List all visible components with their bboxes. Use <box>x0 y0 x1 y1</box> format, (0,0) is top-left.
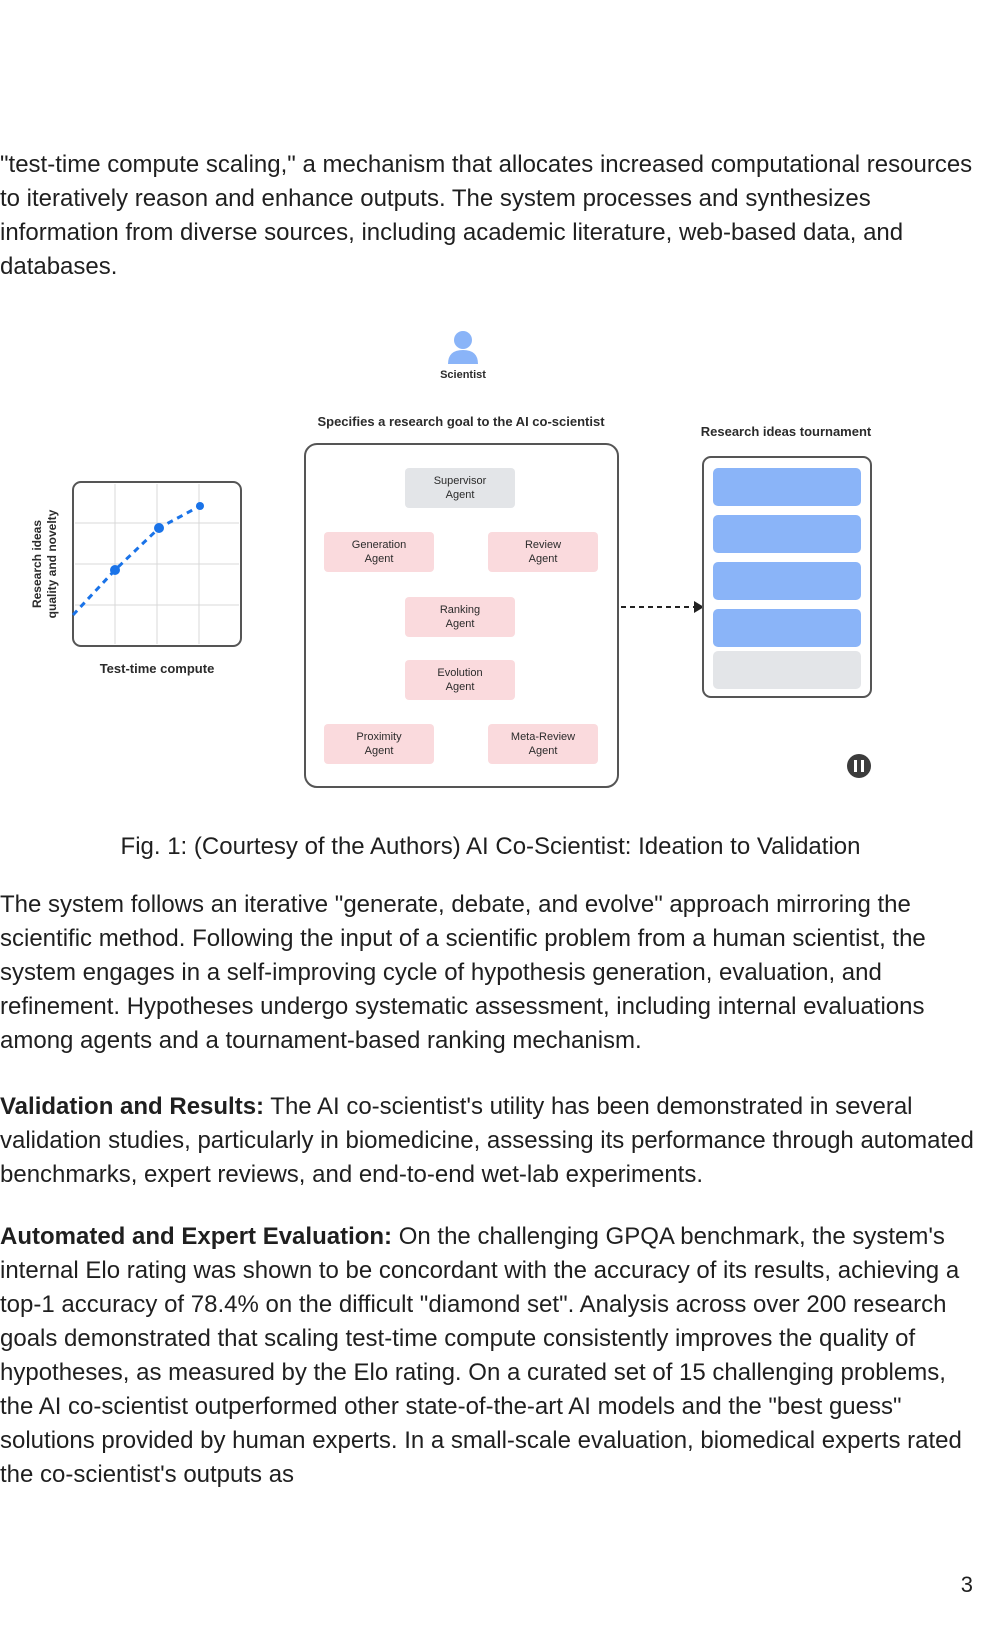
svg-text:Review: Review <box>524 539 562 551</box>
method-paragraph: The system follows an iterative "generate, debate, and evolve" approach mirroring the scientific method. Following the input of a scientific problem from a human scientist, the system engages in a self-improving cycle of hypothesis generation, evaluation, and refinement. Hypotheses undergo systematic assessment, including internal evaluations among agents and a tournament-based ranking mechanism. <box>0 891 926 1054</box>
chart-y-label: Research ideas <box>30 519 44 609</box>
svg-text:Generation: Generation <box>351 539 407 551</box>
scaling-point <box>110 565 120 575</box>
tournament-idea-bar <box>713 562 861 600</box>
scientist-label: Scientist <box>440 369 486 381</box>
chart-y-label: quality and novelty <box>45 509 59 619</box>
scaling-point <box>154 523 164 533</box>
supervisor-agent <box>405 468 515 508</box>
dashed-arrow-icon <box>621 601 704 613</box>
validation-heading: Validation and Results: <box>0 1093 265 1120</box>
compute-scaling-chart <box>30 482 241 676</box>
svg-text:Proximity: Proximity <box>356 731 402 743</box>
evaluation-heading: Automated and Expert Evaluation: <box>0 1223 393 1250</box>
svg-text:Evolution: Evolution <box>437 667 483 679</box>
review-agent <box>488 532 598 572</box>
intro-paragraph: "test-time compute scaling," a mechanism that allocates increased computational resources to iteratively reason and enhance outputs. The system processes and synthesizes information from diverse sources, including academic literature, web-based data, and databases. <box>0 151 973 280</box>
meta-review-agent <box>488 724 598 764</box>
ranking-agent <box>405 597 515 637</box>
evaluation-text: On the challenging GPQA benchmark, the system's internal Elo rating was shown to be concordant with the accuracy of its results, achieving a top-1 accuracy of 78.4% on the difficult "diamond set". Analysis across over 200 research goals demonstrated that scaling test-time compute consistently improves the quality of hypotheses, as measured by the Elo rating. On a curated set of 15 challenging problems, the AI co-scientist outperformed other state-of-the-art AI models and the "best guess" solutions provided by human experts. In a small-scale evaluation, biomedical experts rated the co-scientist's outputs as <box>0 1223 962 1488</box>
chart-x-label: Test-time compute <box>99 661 215 676</box>
validation-text: The AI co-scientist's utility has been demonstrated in several validation studies, particularly in biomedicine, assessing its performance through automated benchmarks, expert reviews, and end-to-end wet-lab experiments. <box>0 1093 974 1188</box>
tournament-idea-bar <box>713 515 861 553</box>
tournament-idea-bar <box>713 468 861 506</box>
evaluation-paragraph <box>0 1220 975 1492</box>
scientist-icon <box>448 331 478 364</box>
svg-text:Agent: Agent <box>364 553 394 565</box>
figure-caption: Fig. 1: (Courtesy of the Authors) AI Co-Scientist: Ideation to Validation <box>120 833 861 860</box>
svg-text:Meta-Review: Meta-Review <box>510 731 576 743</box>
svg-text:Agent: Agent <box>528 553 558 565</box>
svg-text:Agent: Agent <box>445 681 475 693</box>
svg-text:Agent: Agent <box>364 745 394 757</box>
tournament-idea-bar <box>713 651 861 689</box>
svg-text:Agent: Agent <box>445 489 475 501</box>
svg-text:Ranking: Ranking <box>439 604 481 616</box>
page-number: 3 <box>960 1572 973 1597</box>
ai-co-scientist-figure <box>0 320 981 800</box>
proximity-agent <box>324 724 434 764</box>
svg-text:Supervisor: Supervisor <box>433 475 487 487</box>
validation-paragraph <box>0 1090 975 1192</box>
evolution-agent <box>405 660 515 700</box>
generation-agent <box>324 532 434 572</box>
goal-label: Specifies a research goal to the AI co-scientist <box>317 414 605 429</box>
tournament-label: Research ideas tournament <box>700 424 872 439</box>
svg-text:Agent: Agent <box>445 618 475 630</box>
svg-text:Agent: Agent <box>528 745 558 757</box>
tournament-idea-bar <box>713 609 861 647</box>
scaling-point <box>196 502 204 510</box>
pause-button[interactable] <box>847 754 871 778</box>
